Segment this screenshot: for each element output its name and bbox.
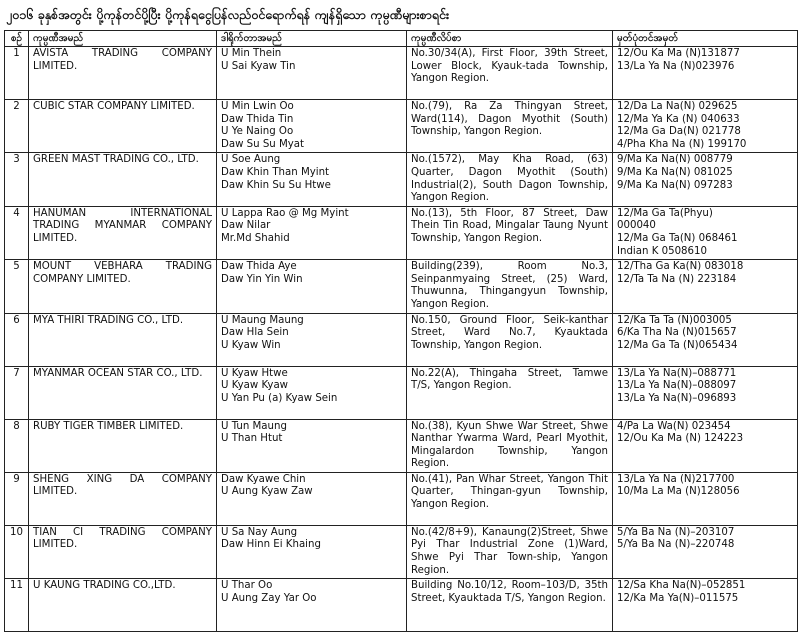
director-name: U Aung Kyaw Zaw bbox=[221, 486, 313, 498]
company-name: MYA THIRI TRADING CO., LTD. bbox=[29, 313, 217, 366]
row-number: 9 bbox=[5, 472, 29, 525]
row-number: 10 bbox=[5, 525, 29, 578]
company-name: MYANMAR OCEAN STAR CO., LTD. bbox=[29, 366, 217, 419]
directors-cell bbox=[217, 525, 407, 578]
director-name: U Ye Naing Oo bbox=[221, 126, 294, 138]
company-table bbox=[4, 30, 798, 632]
director-name: U Lappa Rao @ Mg Myint bbox=[221, 207, 349, 219]
directors-cell bbox=[217, 100, 407, 153]
registration-number: 12/Ta Ta Na (N) 223184 bbox=[617, 273, 737, 285]
director-name: Daw Khin Su Su Htwe bbox=[221, 179, 331, 191]
director-name: Mr.Md Shahid bbox=[221, 232, 290, 244]
director-name: Daw Yin Yin Win bbox=[221, 273, 303, 285]
director-name: Daw Kyawe Chin bbox=[221, 473, 306, 485]
registration-number: 13/La Ya Na(N)–088097 bbox=[617, 380, 737, 392]
directors-cell bbox=[217, 472, 407, 525]
table-row bbox=[5, 153, 798, 206]
registration-cell bbox=[613, 100, 798, 153]
directors-cell bbox=[217, 206, 407, 259]
registration-number: 12/Ma Ga Ta(N) 068461 bbox=[617, 232, 738, 244]
header-address: ကုမ္ပဏီလိပ်စာ bbox=[407, 31, 613, 47]
company-address: No.22(A), Thingaha Street, Tamwe T/S, Yangon Region. bbox=[407, 366, 613, 419]
company-address: No.30/34(A), First Floor, 39th Street, Lower Block, Kyauk-tada Township, Yangon Region. bbox=[407, 47, 613, 100]
registration-cell bbox=[613, 153, 798, 206]
table-row bbox=[5, 47, 798, 100]
director-name: Daw Hla Sein bbox=[221, 327, 289, 339]
table-row bbox=[5, 260, 798, 313]
registration-cell bbox=[613, 419, 798, 472]
director-name: Daw Thida Aye bbox=[221, 261, 297, 273]
directors-cell bbox=[217, 47, 407, 100]
company-name: HANUMAN INTERNATIONAL TRADING MYANMAR COMPANY LIMITED. bbox=[29, 206, 217, 259]
row-number: 3 bbox=[5, 153, 29, 206]
row-number: 11 bbox=[5, 579, 29, 632]
table-row bbox=[5, 366, 798, 419]
registration-number: 13/La Ya Na(N)–088771 bbox=[617, 367, 737, 379]
registration-number: 12/Da La Na(N) 029625 bbox=[617, 101, 738, 112]
director-name: U Maung Maung bbox=[221, 314, 304, 326]
director-name: U Sa Nay Aung bbox=[221, 526, 298, 538]
registration-number: 9/Ma Ka Na(N) 008779 bbox=[617, 154, 733, 166]
company-name: TIAN CI TRADING COMPANY LIMITED. bbox=[29, 525, 217, 578]
registration-number: 9/Ma Ka Na(N) 081025 bbox=[617, 166, 733, 178]
director-name: U Than Htut bbox=[221, 433, 283, 445]
header-nrc: မှတ်ပုံတင်အမှတ် bbox=[613, 31, 798, 47]
registration-cell bbox=[613, 47, 798, 100]
directors-cell bbox=[217, 260, 407, 313]
company-address: No.(1572), May Kha Road, (63) Quarter, Dagon Myothit (South) Industrial(2), South Dagon Township, Yangon Region. bbox=[407, 153, 613, 206]
row-number: 7 bbox=[5, 366, 29, 419]
director-name: U Kyaw Win bbox=[221, 339, 281, 351]
director-name: Daw Nilar bbox=[221, 220, 271, 232]
table-body bbox=[5, 47, 798, 632]
registration-cell bbox=[613, 313, 798, 366]
registration-cell bbox=[613, 260, 798, 313]
table-row bbox=[5, 313, 798, 366]
registration-cell bbox=[613, 206, 798, 259]
table-header-row bbox=[5, 31, 798, 47]
director-name: U Sai Kyaw Tin bbox=[221, 60, 296, 72]
registration-number: 12/Tha Ga Ka(N) 083018 bbox=[617, 261, 744, 273]
director-name: Daw Thida Tin bbox=[221, 113, 294, 125]
director-name: Daw Hinn Ei Khaing bbox=[221, 539, 321, 551]
company-name: CUBIC STAR COMPANY LIMITED. bbox=[29, 100, 217, 153]
director-name: U Aung Zay Yar Oo bbox=[221, 592, 317, 604]
director-name: U Yan Pu (a) Kyaw Sein bbox=[221, 392, 338, 404]
registration-number: 13/La Ya Na (N)217700 bbox=[617, 473, 735, 485]
registration-number: Indian K 0508610 bbox=[617, 245, 707, 257]
registration-number: 4/Pha Kha Na (N) 199170 bbox=[617, 138, 747, 150]
director-name: U Kyaw Kyaw bbox=[221, 380, 289, 392]
row-number: 5 bbox=[5, 260, 29, 313]
registration-number: 12/Ou Ka Ma (N) 124223 bbox=[617, 433, 744, 445]
company-address: No.(13), 5th Floor, 87 Street, Daw Thein Tin Road, Mingalar Taung Nyunt Township, Yangon Region. bbox=[407, 206, 613, 259]
registration-number: 5/Ya Ba Na (N)–203107 bbox=[617, 526, 735, 538]
registration-number: 12/Ou Ka Ma (N)131877 bbox=[617, 48, 740, 59]
row-number: 2 bbox=[5, 100, 29, 153]
table-row bbox=[5, 100, 798, 153]
director-name: Daw Khin Than Myint bbox=[221, 166, 330, 178]
company-address: No.(79), Ra Za Thingyan Street, Ward(114), Dagon Myothit (South) Township, Yangon Region. bbox=[407, 100, 613, 153]
company-name: AVISTA TRADING COMPANY LIMITED. bbox=[29, 47, 217, 100]
company-address: No.150, Ground Floor, Seik-kanthar Street, Ward No.7, Kyauktada Township, Yangon Region. bbox=[407, 313, 613, 366]
directors-cell bbox=[217, 153, 407, 206]
registration-number: 9/Ma Ka Na(N) 097283 bbox=[617, 179, 733, 191]
registration-number: 12/Ma Ya Ka (N) 040633 bbox=[617, 113, 740, 125]
director-name: U Thar Oo bbox=[221, 580, 273, 592]
registration-number: 10/Ma La Ma (N)128056 bbox=[617, 486, 740, 498]
director-name: U Min Lwin Oo bbox=[221, 101, 294, 112]
table-row bbox=[5, 579, 798, 632]
registration-cell bbox=[613, 579, 798, 632]
director-name: U Soe Aung bbox=[221, 154, 281, 166]
directors-cell bbox=[217, 419, 407, 472]
registration-number: 12/Ma Ga Da(N) 021778 bbox=[617, 126, 741, 138]
company-name: SHENG XING DA COMPANY LIMITED. bbox=[29, 472, 217, 525]
row-number: 6 bbox=[5, 313, 29, 366]
company-name: RUBY TIGER TIMBER LIMITED. bbox=[29, 419, 217, 472]
company-name: U KAUNG TRADING CO.,LTD. bbox=[29, 579, 217, 632]
director-name: Daw Su Su Myat bbox=[221, 138, 305, 150]
directors-cell bbox=[217, 579, 407, 632]
registration-number: 13/La Ya Na(N)–096893 bbox=[617, 392, 737, 404]
row-number: 1 bbox=[5, 47, 29, 100]
registration-number: 12/Ka Ta Ta (N)003005 bbox=[617, 314, 732, 326]
director-name: U Min Thein bbox=[221, 48, 282, 59]
table-row bbox=[5, 472, 798, 525]
registration-cell bbox=[613, 525, 798, 578]
registration-cell bbox=[613, 366, 798, 419]
row-number: 4 bbox=[5, 206, 29, 259]
registration-number: 12/Sa Kha Na(N)–052851 bbox=[617, 580, 746, 592]
row-number: 8 bbox=[5, 419, 29, 472]
table-row bbox=[5, 525, 798, 578]
registration-number: 12/Ma Ga Ta(Phyu) bbox=[617, 207, 713, 219]
company-address: Building(239), Room No.3, Seinpanmyaing Street, (25) Ward, Thuwunna, Thingangyun Township, Yangon Region. bbox=[407, 260, 613, 313]
registration-cell bbox=[613, 472, 798, 525]
registration-number: 13/La Ya Na (N)023976 bbox=[617, 60, 735, 72]
header-directors: ဒါရိုက်တာအမည် bbox=[217, 31, 407, 47]
table-row bbox=[5, 206, 798, 259]
director-name: U Kyaw Htwe bbox=[221, 367, 288, 379]
header-company: ကုမ္ပဏီအမည် bbox=[29, 31, 217, 47]
directors-cell bbox=[217, 366, 407, 419]
company-address: No.(41), Pan Whar Street, Yangon Thit Quarter, Thingan-gyun Township, Yangon Region. bbox=[407, 472, 613, 525]
header-no: စဉ် bbox=[5, 31, 29, 47]
company-address: No.(42/8+9), Kanaung(2)Street, Shwe Pyi Thar Industrial Zone (1)Ward, Shwe Pyi Thar Town-ship, Yangon Region. bbox=[407, 525, 613, 578]
company-address: No.(38), Kyun Shwe War Street, Shwe Nanthar Ywarma Ward, Pearl Myothit, Mingalardon Township, Yangon Region. bbox=[407, 419, 613, 472]
registration-number: 4/Pa La Wa(N) 023454 bbox=[617, 420, 731, 432]
company-address: Building No.10/12, Room–103/D, 35th Street, Kyauktada T/S, Yangon Region. bbox=[407, 579, 613, 632]
registration-number: 12/Ma Ga Ta (N)065434 bbox=[617, 339, 738, 351]
page-title: ၂၀၁၆ ခုနှစ်အတွင်း ပို့ကုန်တင်ပို့ပြီး ပို့ကုန်ရငွေပြန်လည်ဝင်ရောက်ရန် ကျန်ရှိသော ကုမ္ပဏီများစာရင်း bbox=[6, 7, 450, 22]
registration-number: 000040 bbox=[617, 220, 656, 232]
directors-cell bbox=[217, 313, 407, 366]
registration-number: 6/Ka Tha Na (N)015657 bbox=[617, 327, 737, 339]
table-row bbox=[5, 419, 798, 472]
registration-number: 5/Ya Ba Na (N)–220748 bbox=[617, 539, 735, 551]
company-name: GREEN MAST TRADING CO., LTD. bbox=[29, 153, 217, 206]
company-name: MOUNT VEBHARA TRADING COMPANY LIMITED. bbox=[29, 260, 217, 313]
director-name: U Tun Maung bbox=[221, 420, 287, 432]
registration-number: 12/Ka Ma Ya(N)–011575 bbox=[617, 592, 739, 604]
